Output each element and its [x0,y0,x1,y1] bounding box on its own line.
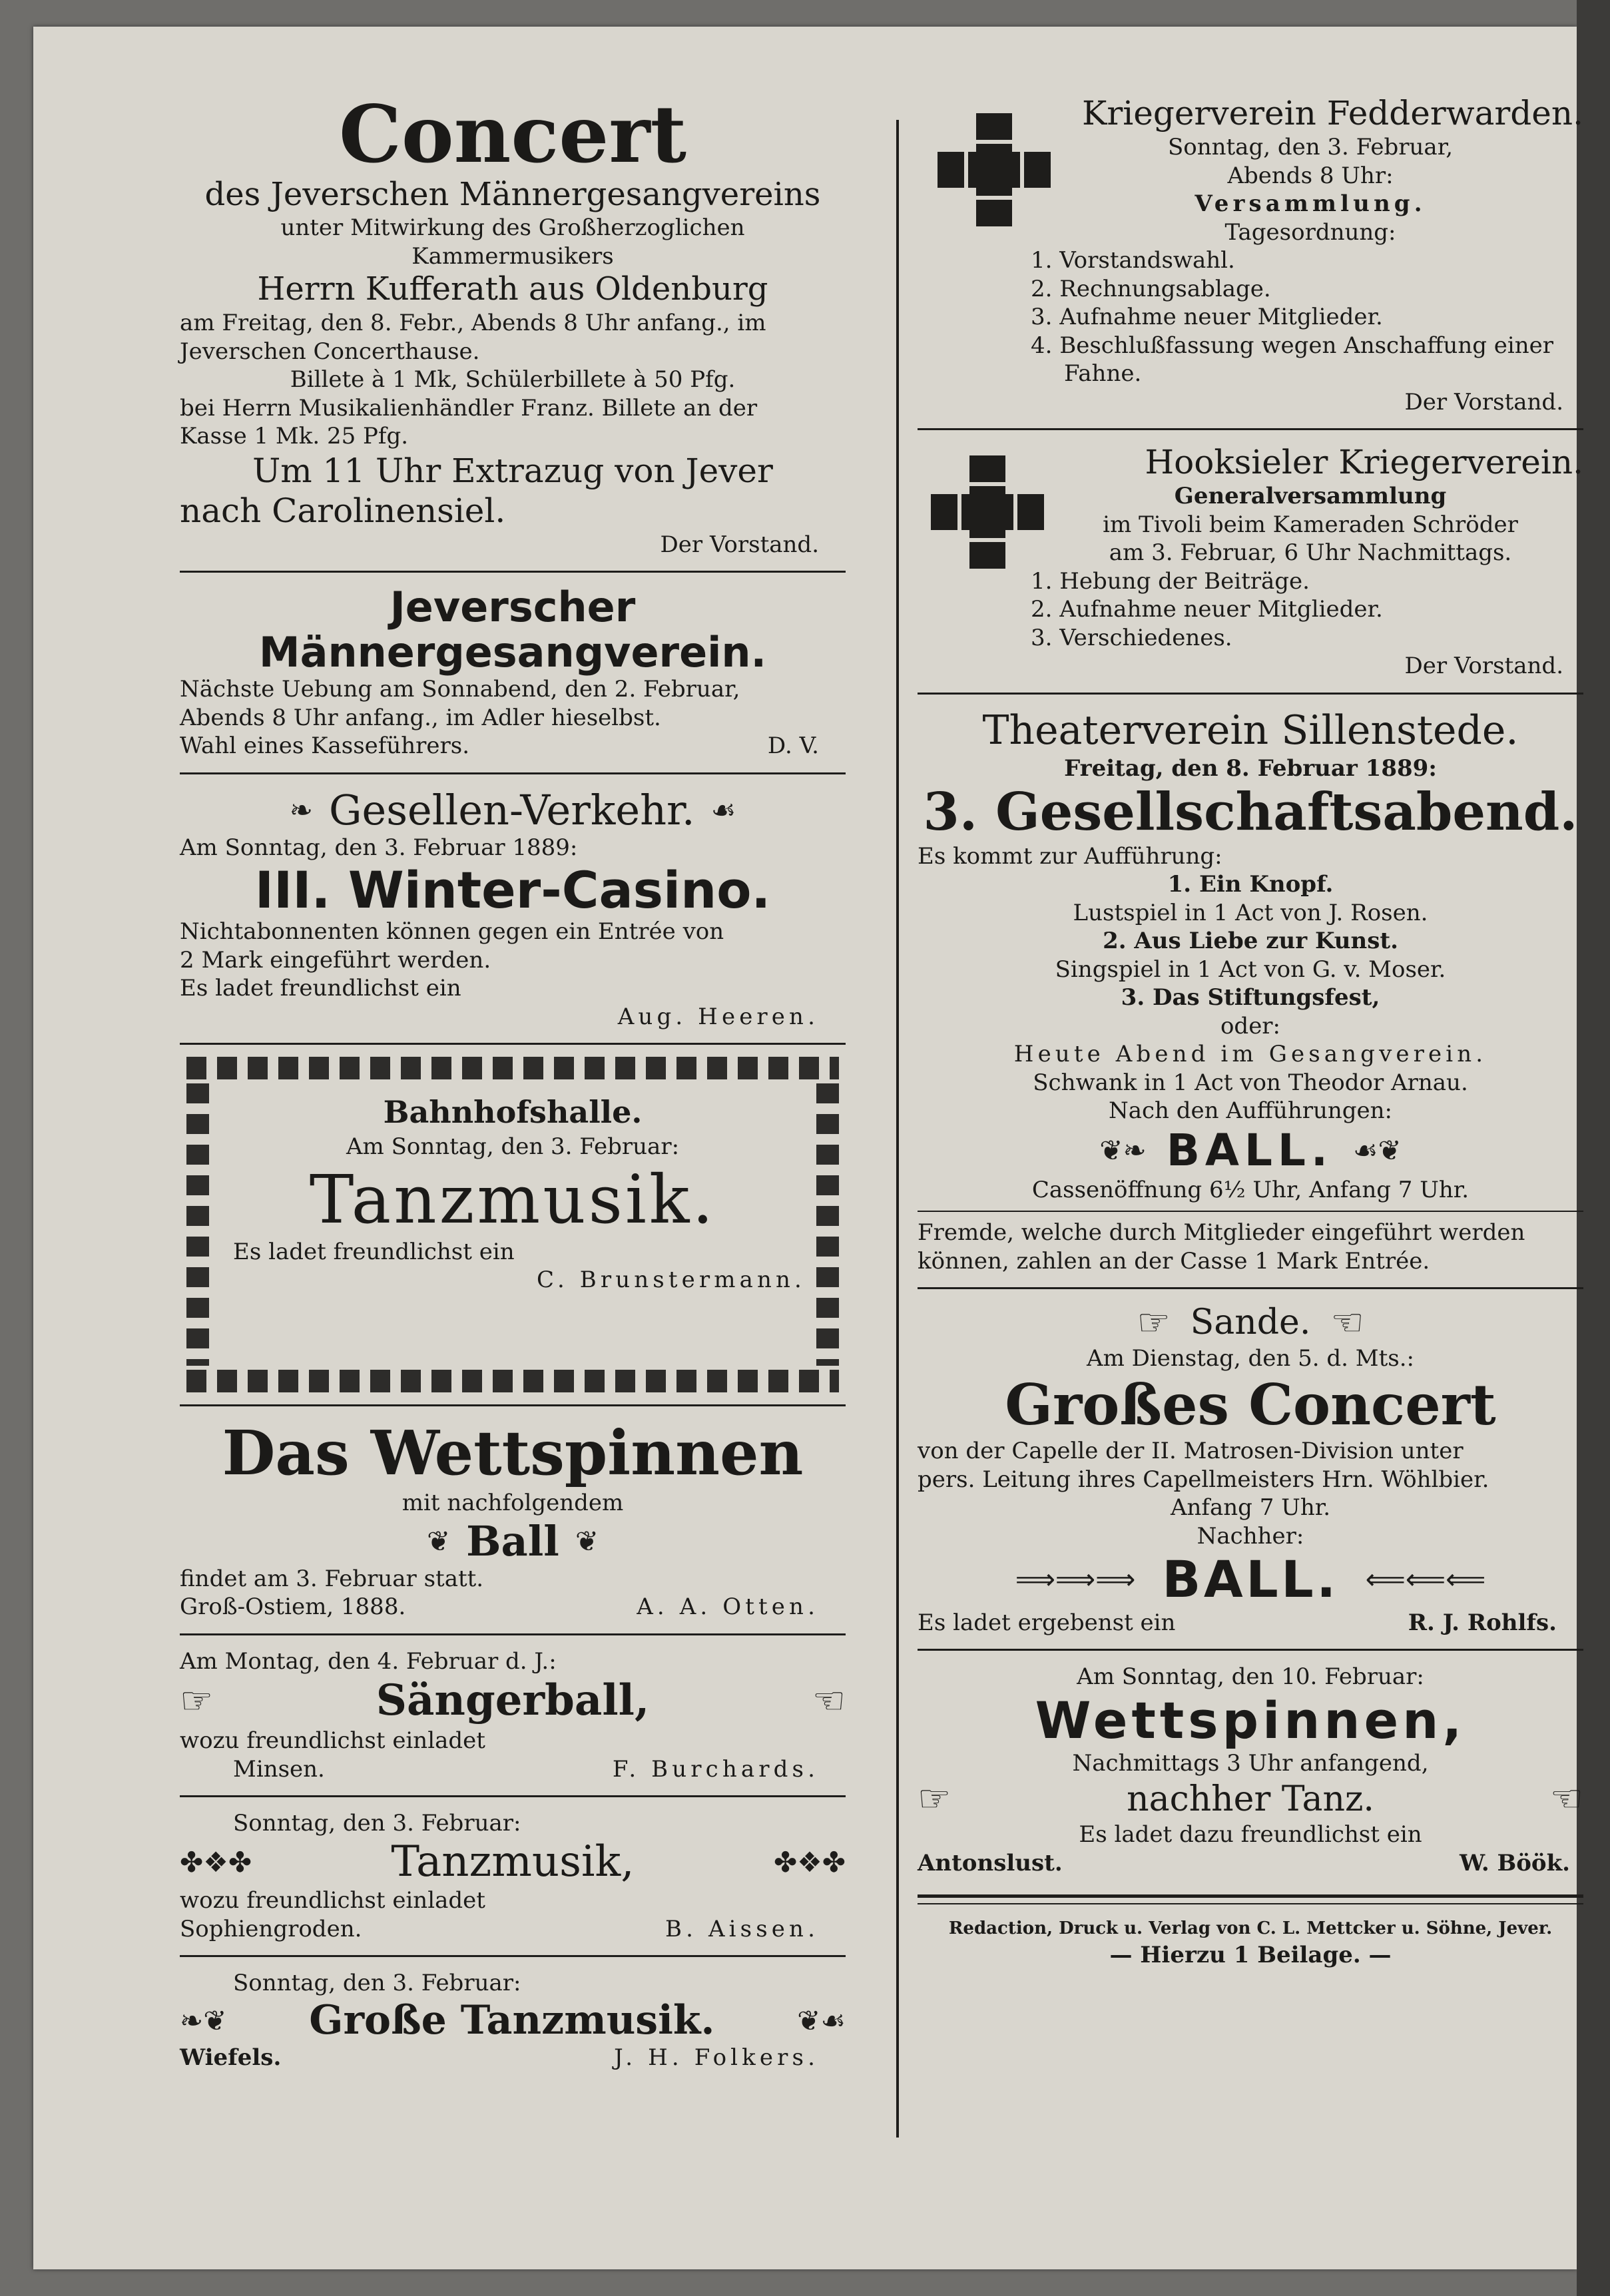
fedder-item: 3. Aufnahme neuer Mitglieder. [1031,304,1383,330]
fedder-item: 1. Vorstandswahl. [1031,247,1235,274]
separator [918,1211,1583,1212]
wettspinnen-line3a: Groß-Ostiem, 1888. [180,1593,406,1621]
jeverscher-title1: Jeverscher [390,583,636,632]
hooksiel-item: 2. Aufnahme neuer Mitglieder. [1031,596,1383,623]
ad-fedder [918,93,1583,416]
ad-wett2 [918,1663,1583,1877]
hooksiel-line2: im Tivoli beim Kameraden Schröder [1103,511,1518,538]
sande-title3: BALL. [1162,1550,1339,1609]
saengerball-line2: wozu freundlichst einladet [180,1727,485,1755]
ornamental-border [186,1057,839,1079]
hooksiel-sign: Der Vorstand. [1404,653,1563,679]
flourish-icon: ❦ [575,1524,599,1558]
wett2-title: Wettspinnen, [1035,1690,1466,1750]
left-column [180,88,846,2072]
fedder-items [918,246,1583,388]
right-column [918,93,1583,1969]
footer [918,1916,1583,1969]
sande-line5: Nachher: [1197,1522,1304,1550]
theater-line5: 2. Aus Liebe zur Kunst. [1103,928,1398,955]
ornamental-border [816,1083,839,1366]
flourish-icon: ☙❦ [1352,1134,1402,1167]
theater-line4: Lustspiel in 1 Act von J. Rosen. [1073,899,1428,926]
flourish-icon: ✤❖✤ [180,1846,252,1879]
saengerball-line1: Am Montag, den 4. Februar d. J.: [180,1647,557,1675]
gesellen-title: Gesellen-Verkehr. [328,785,695,834]
jeverscher-line1: Nächste Uebung am Sonnabend, den 2. Februar, [180,676,740,703]
concert-line11: nach Carolinensiel. [180,491,506,530]
flourish-icon: ✤❖✤ [773,1846,846,1879]
separator [180,1955,846,1957]
ad-wettspinnen [180,1418,846,1621]
hooksiel-item: 1. Hebung der Beiträge. [1031,567,1310,595]
column-divider [896,120,899,2138]
separator [180,1633,846,1635]
jeverscher-line3a: Wahl eines Kasseführers. [180,732,470,760]
fedder-item: 4. Beschlußfassung wegen Anschaffung einer [1031,332,1554,359]
ad-theater [918,707,1583,1276]
gesellen-line2: Nichtabonnenten können gegen ein Entrée von [180,918,724,946]
theater-line12: Cassenöffnung 6½ Uhr, Anfang 7 Uhr. [1031,1176,1470,1203]
gesellen-sign: Aug. Heeren. [617,1003,819,1030]
hooksiel-line3: am 3. Februar, 6 Uhr Nachmittags. [1109,539,1512,566]
tanz2-line2 [180,2044,846,2072]
gesellen-line1: Am Sonntag, den 3. Februar 1889: [180,834,578,862]
ornamental-border [186,1083,209,1366]
sande-line3: pers. Leitung ihres Capellmeisters Hrn. Wöhlbier. [918,1466,1489,1493]
ad-concert [180,88,846,559]
tanz2-title: Große Tanzmusik. [309,1996,715,2044]
sande-title2: Großes Concert [1005,1371,1496,1438]
fedder-item: 2. Rechnungsablage. [1031,275,1271,302]
wett2-line5b: W. Böök. [1459,1849,1570,1876]
flourish-icon: ❦❧ [1099,1134,1147,1167]
fedder-line1: Sonntag, den 3. Februar, [1167,134,1454,160]
theater-line10: Schwank in 1 Act von Theodor Arnau. [1033,1069,1468,1096]
tanz1-line3b: B. Aissen. [665,1915,819,1942]
footer-line2: — Hierzu 1 Beilage. — [1109,1941,1392,1968]
theater-line14: können, zahlen an der Casse 1 Mark Entrée. [918,1247,1430,1275]
jeverscher-title2: Männergesangverein. [258,628,767,677]
ad-bahnhof [180,1057,846,1392]
ad-tanz2 [180,1969,846,2072]
saengerball-title: Sängerball, [376,1675,650,1726]
separator [180,772,846,774]
ad-saengerball [180,1647,846,1783]
jeverscher-line3 [180,732,846,760]
tanz1-line3 [180,1915,846,1944]
flourish-icon: ⟹⟹⟹ [1015,1563,1136,1596]
theater-line8: oder: [1220,1012,1281,1039]
flourish-icon: ❧❦ [180,2004,227,2037]
wettspinnen-line3b: A. A. Otten. [637,1593,819,1621]
separator [180,1795,846,1797]
concert-line6: Jeverschen Concerthause. [180,338,480,365]
iron-cross-icon [931,455,1044,569]
sande-line4: Anfang 7 Uhr. [1170,1494,1331,1522]
concert-title: Concert [338,88,686,180]
fedder-line4: Tagesordnung: [1224,218,1396,246]
concert-line5: am Freitag, den 8. Febr., Abends 8 Uhr anfang., im [180,310,766,337]
pointing-hand-icon: ☜ [812,1679,846,1723]
tanz1-line1: Sonntag, den 3. Februar: [233,1810,521,1837]
theater-line1: Freitag, den 8. Februar 1889: [1064,754,1437,782]
wett2-line4: Es ladet dazu freundlichst ein [1079,1821,1422,1849]
hooksiel-line1: Generalversammlung [1174,483,1447,509]
ad-tanz1 [180,1809,846,1943]
wettspinnen-line3 [180,1593,846,1621]
flourish-icon: ❧ [289,794,313,827]
flourish-icon: ☙ [710,794,736,827]
sande-title: Sande. [1190,1302,1311,1343]
theater-title3: BALL. [1166,1124,1333,1176]
sande-line2: von der Capelle der II. Matrosen-Division unter [918,1438,1464,1465]
pointing-hand-icon: ☞ [1137,1301,1171,1345]
separator [918,693,1583,695]
fedder-line3: Versammlung. [1195,190,1426,217]
separator [918,1649,1583,1651]
separator [180,571,846,573]
tanz2-line1: Sonntag, den 3. Februar: [233,1970,521,1997]
ornamental-border [186,1370,839,1392]
bahnhof-title2: Tanzmusik. [309,1160,716,1239]
hooksiel-title: Hooksieler Kriegerverein. [1145,443,1583,481]
gesellen-line3: 2 Mark eingeführt werden. [180,946,491,974]
theater-line6: Singspiel in 1 Act von G. v. Moser. [1055,956,1446,983]
flourish-icon: ❦ [426,1524,451,1558]
tanz1-title: Tanzmusik, [391,1837,635,1886]
fedder-line5: Fahne. [1064,360,1142,387]
theater-title: Theaterverein Sillenstede. [982,707,1519,754]
concert-sign: Der Vorstand. [660,531,819,558]
sande-line6b: R. J. Rohlfs. [1408,1609,1557,1636]
bahnhof-line2: Es ladet freundlichst ein [233,1238,515,1265]
theater-line13: Fremde, welche durch Mitglieder eingeführt werden [918,1219,1525,1247]
bahnhof-sign: C. Brunstermann. [537,1267,806,1294]
jeverscher-line3b: D. V. [767,732,819,760]
saengerball-line3b: F. Burchards. [612,1755,819,1783]
separator [918,1903,1583,1904]
concert-line7: Billete à 1 Mk, Schülerbillete à 50 Pfg. [290,366,736,394]
sande-line6 [918,1609,1583,1637]
wett2-line1: Am Sonntag, den 10. Februar: [1077,1663,1424,1691]
separator [918,428,1583,430]
tanz1-line3a: Sophiengroden. [180,1915,362,1942]
jeverscher-line2: Abends 8 Uhr anfang., im Adler hieselbst. [180,704,661,731]
separator [180,1043,846,1045]
ad-sande [918,1301,1583,1637]
saengerball-line3 [180,1755,846,1784]
bahnhof-line1: Am Sonntag, den 3. Februar: [346,1133,680,1161]
concert-line3: Kammermusikers [411,242,614,270]
gesellen-title2: III. Winter-Casino. [254,860,771,920]
pointing-hand-icon: ☜ [1549,1777,1583,1821]
tanz2-line2a: Wiefels. [180,2044,282,2071]
gesellen-line4: Es ladet freundlichst ein [180,975,461,1002]
separator [918,1287,1583,1289]
concert-line1: des Jeverschen Männergesangvereins [204,175,821,213]
pointing-hand-icon: ☞ [180,1679,214,1723]
iron-cross-icon [938,113,1051,226]
wett2-line2: Nachmittags 3 Uhr anfangend, [1072,1749,1429,1777]
wett2-line5 [918,1849,1583,1878]
wettspinnen-line2: findet am 3. Februar statt. [180,1565,484,1592]
ad-hooksiel [918,442,1583,681]
separator [918,1894,1583,1898]
theater-line2: Es kommt zur Aufführung: [918,842,1222,870]
concert-line10: Um 11 Uhr Extrazug von Jever [252,451,773,490]
ad-gesellen [180,786,846,1031]
fedder-title: Kriegerverein Fedderwarden. [1081,94,1583,133]
theater-title2: 3. Gesellschaftsabend. [923,782,1578,842]
theater-line7: 3. Das Stiftungsfest, [1121,984,1380,1011]
flourish-icon: ❦☙ [797,2004,846,2037]
wettspinnen-line1: mit nachfolgendem [402,1490,624,1517]
concert-line9: Kasse 1 Mk. 25 Pfg. [180,423,409,450]
concert-line4: Herrn Kufferath aus Oldenburg [257,270,768,308]
fedder-sign: Der Vorstand. [1404,388,1563,416]
wett2-line3: nachher Tanz. [1127,1779,1374,1819]
wett2-line5a: Antonslust. [918,1849,1063,1876]
pointing-hand-icon: ☜ [1330,1301,1364,1345]
sande-line1: Am Dienstag, den 5. d. Mts.: [1087,1345,1414,1372]
concert-line2: unter Mitwirkung des Großherzoglichen [280,214,745,242]
pointing-hand-icon: ☞ [918,1777,951,1821]
separator [180,1404,846,1406]
fedder-line2: Abends 8 Uhr: [1227,162,1394,189]
flourish-icon: ⟸⟸⟸ [1365,1563,1486,1596]
theater-line11: Nach den Aufführungen: [1108,1097,1393,1125]
bahnhof-title: Bahnhofshalle. [383,1094,643,1131]
saengerball-line3a: Minsen. [233,1755,325,1783]
hooksiel-item: 3. Verschiedenes. [1031,624,1232,651]
ad-jeverscher [180,585,846,760]
tanz2-line2b: J. H. Folkers. [614,2044,819,2071]
wettspinnen-title: Das Wettspinnen [222,1417,804,1490]
tanz1-line2: wozu freundlichst einladet [180,1887,485,1914]
sande-line6a: Es ladet ergebenst ein [918,1609,1176,1636]
theater-line9: Heute Abend im Gesangverein. [1013,1041,1487,1068]
wettspinnen-title2: Ball [466,1516,559,1566]
theater-line3: 1. Ein Knopf. [1167,871,1334,898]
concert-line8: bei Herrn Musikalienhändler Franz. Billete an der [180,394,758,422]
hooksiel-items [918,567,1583,653]
footer-line1: Redaction, Druck u. Verlag von C. L. Mettcker u. Söhne, Jever. [948,1918,1553,1939]
